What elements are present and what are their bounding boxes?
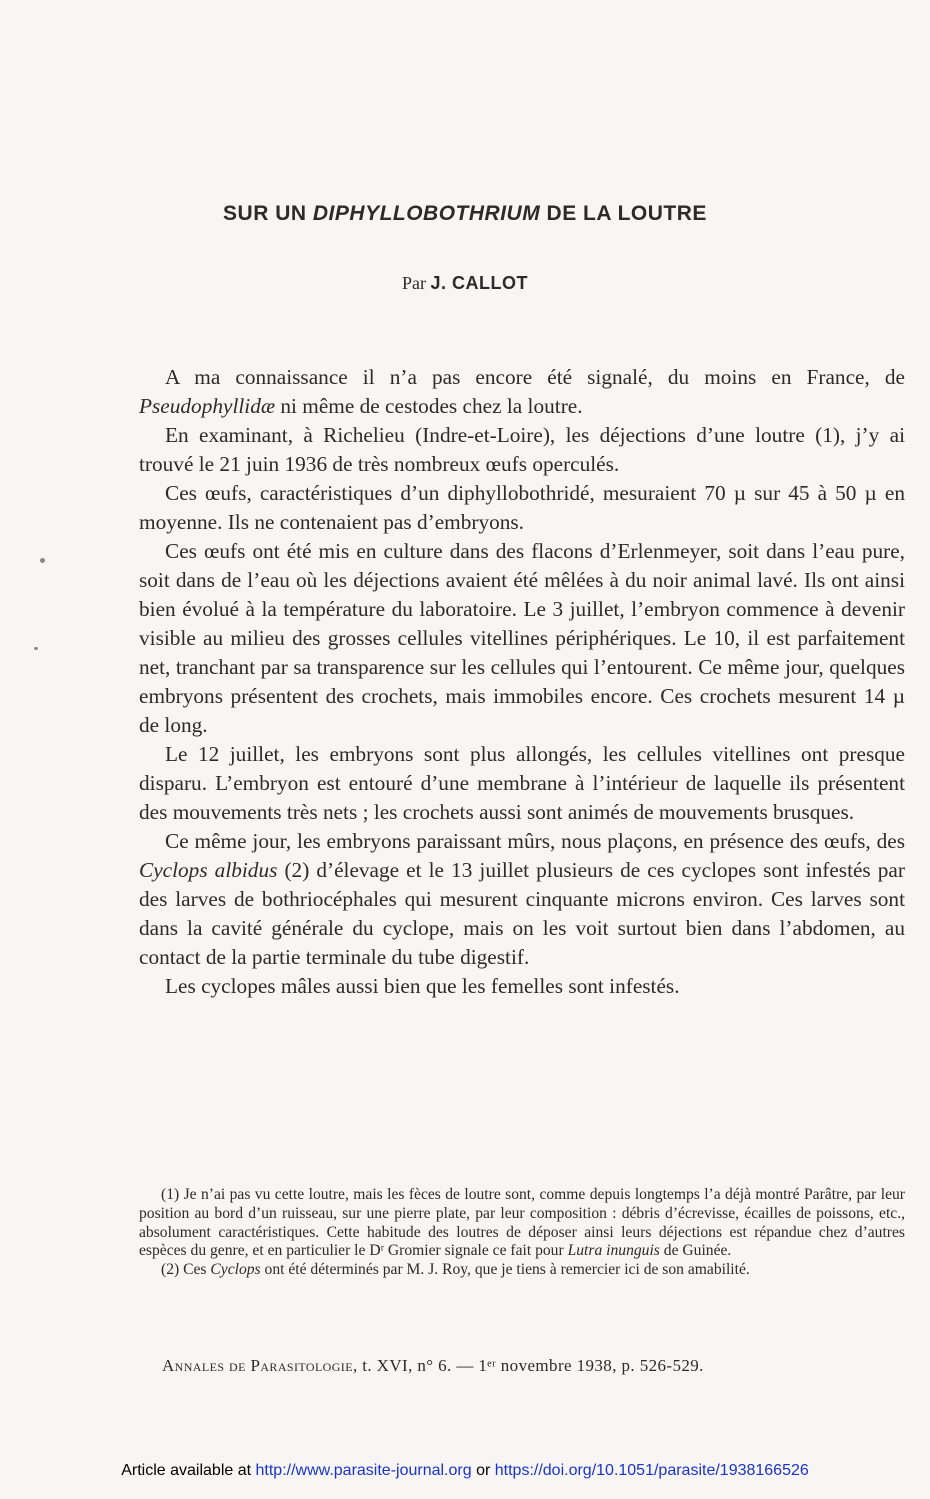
author-prefix: Par bbox=[402, 273, 431, 293]
paragraph-7: Les cyclopes mâles aussi bien que les femelles sont infestés. bbox=[165, 974, 680, 998]
taxon-name: Cyclops albidus bbox=[139, 858, 278, 882]
article-title bbox=[0, 202, 930, 226]
p1-text-a: A ma connaissance il n’a pas encore été signalé, du moins en France, de bbox=[165, 365, 905, 389]
availability-prefix: Article available at bbox=[121, 1462, 256, 1479]
doi-link[interactable]: https://doi.org/10.1051/parasite/1938166526 bbox=[494, 1462, 809, 1479]
scan-speck bbox=[34, 647, 38, 650]
journal-name: Annales de Parasitologie bbox=[162, 1356, 353, 1375]
paragraph-6 bbox=[139, 827, 905, 972]
taxon-name: Lutra inunguis bbox=[567, 1242, 660, 1260]
paragraph-3: Ces œufs, caractéristiques d’un diphyllobothridé, mesuraient 70 µ sur 45 à 50 µ en moyenne. Ils ne contenaient pas d’embryons. bbox=[139, 481, 905, 534]
footnote-1-text-a: (1) Je n’ai pas vu cette loutre, mais les fèces de loutre sont, comme depuis longtemps l’a déjà montré Parâtre, par leur position au bord d’un ruisseau, sur une pierre plate, par leur composition : débris d’écrevisse, écailles de poissons, etc., absolument caractéristiques. Cette habitude des loutres de déposer ainsi leurs déjections est répandue chez d’autres espèces du genre, et en particulier le Dʳ Gromier signale ce fait pour bbox=[139, 1186, 905, 1260]
title-genus: DIPHYLLOBOTHRIUM bbox=[312, 202, 541, 225]
paragraph-2: En examinant, à Richelieu (Indre-et-Loire), les déjections d’une loutre (1), j’y ai trouvé le 21 juin 1936 de très nombreux œufs operculés. bbox=[139, 423, 905, 476]
title-prefix: SUR UN bbox=[223, 202, 313, 225]
footnote-2 bbox=[139, 1261, 905, 1280]
p6-text-a: Ce même jour, les embryons paraissant mûrs, nous plaçons, en présence des œufs, des bbox=[165, 829, 905, 853]
p6-text-b: (2) d’élevage et le 13 juillet plusieurs de ces cyclopes sont infestés par des larves de bothriocéphales qui mesurent cinquante microns environ. Ces larves sont dans la cavité générale du cyclope, mais on les voit surtout bien dans l’abdomen, au contact de la partie terminale du tube digestif. bbox=[139, 858, 905, 969]
paragraph-5: Le 12 juillet, les embryons sont plus allongés, les cellules vitellines ont presque disparu. L’embryon est entouré d’une membrane à l’intérieur de laquelle ils présentent des mouvements très nets ; les crochets aussi sont animés de mouvements brusques. bbox=[139, 742, 905, 824]
title-suffix: DE LA LOUTRE bbox=[540, 202, 707, 225]
paragraph-4: Ces œufs ont été mis en culture dans des flacons d’Erlenmeyer, soit dans l’eau pure, soit dans de l’eau où les déjections avaient été mêlées à du noir animal lavé. Ils ont ainsi bien évolué à la température du laboratoire. Le 3 juillet, l’embryon commence à devenir visible au milieu des grosses cellules vitellines périphériques. Le 10, il est parfaitement net, tranchant par sa transparence sur les cellules qui l’entourent. Ce même jour, quelques embryons présentent des crochets, mais immobiles encore. Ces crochets mesurent 14 µ de long. bbox=[139, 539, 905, 737]
journal-citation bbox=[162, 1356, 704, 1376]
taxon-name: Pseudophyllidæ bbox=[139, 394, 276, 418]
paragraph-1 bbox=[139, 363, 905, 421]
footnote-1 bbox=[139, 1186, 905, 1261]
author-line bbox=[0, 273, 930, 294]
journal-details: , t. XVI, n° 6. — 1ᵉʳ novembre 1938, p. 526-529. bbox=[352, 1356, 704, 1375]
footnote-2-text-a: (2) Ces bbox=[161, 1261, 211, 1279]
journal-link[interactable]: http://www.parasite-journal.org bbox=[255, 1462, 472, 1479]
p1-text-b: ni même de cestodes chez la loutre. bbox=[275, 394, 583, 418]
footnote-2-text-b: ont été déterminés par M. J. Roy, que je tiens à remercier ici de son amabilité. bbox=[260, 1261, 750, 1279]
article-body bbox=[139, 363, 905, 1001]
scan-speck bbox=[40, 558, 45, 563]
availability-banner bbox=[0, 1462, 930, 1480]
footnotes bbox=[139, 1186, 905, 1280]
availability-middle: or bbox=[471, 1462, 495, 1479]
taxon-name: Cyclops bbox=[210, 1261, 261, 1279]
footnote-1-text-b: de Guinée. bbox=[659, 1242, 732, 1260]
author-name: J. CALLOT bbox=[430, 273, 528, 293]
